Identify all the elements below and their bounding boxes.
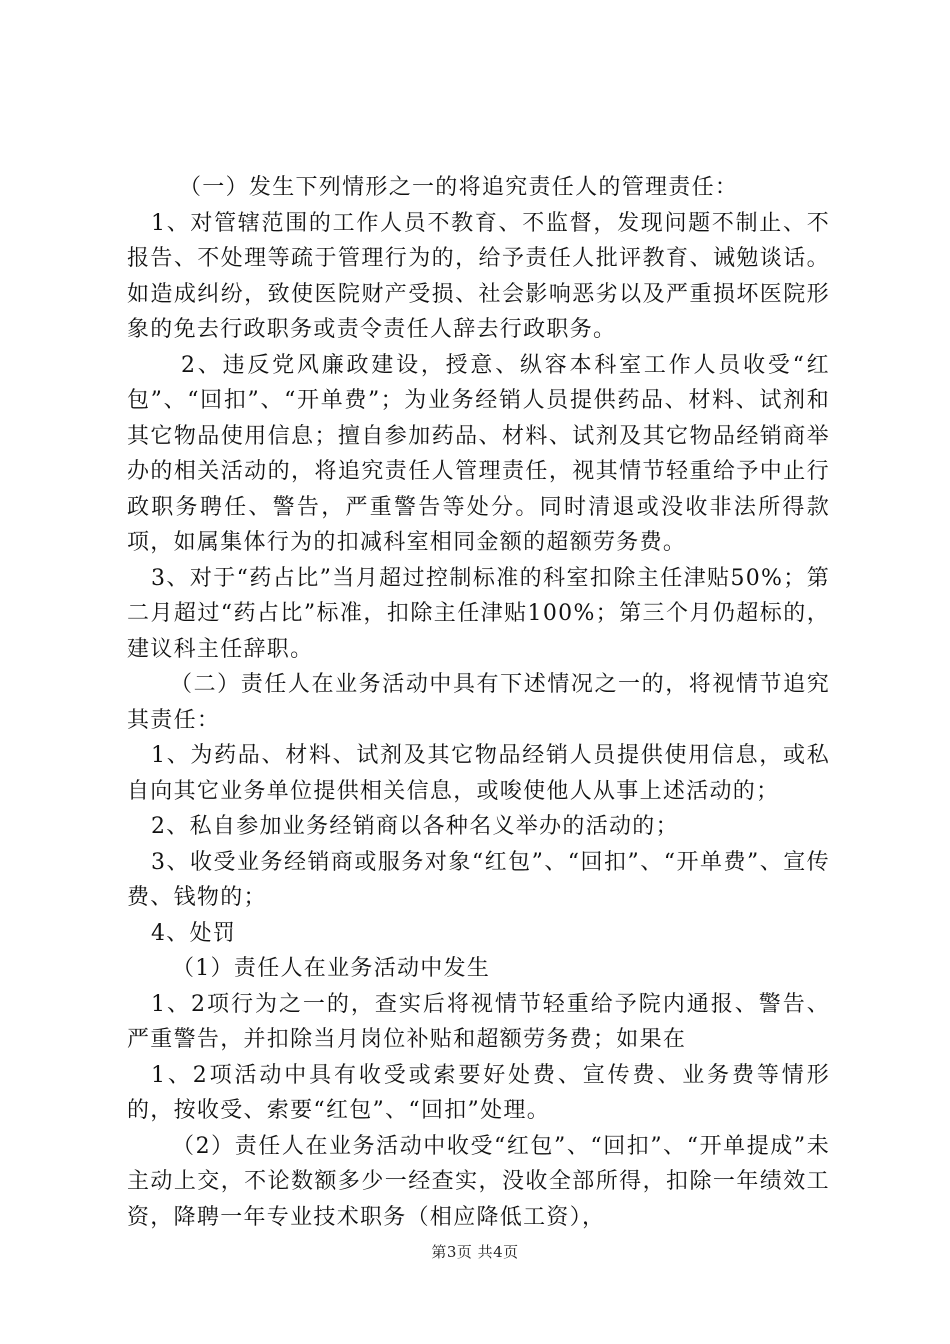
paragraph-continuation-2: 1、2项活动中具有收受或索要好处费、宣传费、业务费等情形的，按收受、索要“红包”、“回扣”处理。 (127, 1062, 830, 1123)
document-body (127, 170, 830, 1235)
paragraph-item-2: 2、违反党风廉政建设，授意、纵容本科室工作人员收受“红包”、“回扣”、“开单费”；为业务经销人员提供药品、材料、试剂和其它物品使用信息；擅自参加药品、材料、试剂及其它物品经销商举办的相关活动的，将追究责任人管理责任，视其情节轻重给予中止行政职务聘任、警告，严重警告等处分。同时清退或没收非法所得款项，如属集体行为的扣减科室相同金额的超额劳务费。 (127, 352, 830, 555)
sub-item-2: （2）责任人在业务活动中收受“红包”、“回扣”、“开单提成”未主动上交，不论数额多少一经查实，没收全部所得，扣除一年绩效工资，降聘一年专业技术职务（相应降低工资）， (127, 1133, 830, 1230)
paragraph-item-4: 4、处罚 (151, 920, 237, 946)
sub-item-1: （1）责任人在业务活动中发生 (172, 956, 491, 981)
page-footer: 第3页 共4页 (431, 1243, 519, 1261)
paragraph-item-1b: 1、为药品、材料、试剂及其它物品经销人员提供使用信息，或私自向其它业务单位提供相关信息，或唆使他人从事上述活动的； (127, 743, 830, 804)
section-heading-2: （二）责任人在业务活动中具有下述情况之一的，将视情节追究其责任： (127, 672, 830, 733)
section-heading-1: （一）发生下列情形之一的将追究责任人的管理责任： (179, 175, 739, 200)
paragraph-continuation-1: 1、2项行为之一的，查实后将视情节轻重给予院内通报、警告、严重警告，并扣除当月岗位补贴和超额劳务费；如果在 (127, 991, 830, 1052)
paragraph-item-2b: 2、私自参加业务经销商以各种名义举办的活动的； (151, 814, 679, 839)
paragraph-item-3: 3、对于“药占比”当月超过控制标准的科室扣除主任津贴50%；第二月超过“药占比”标准，扣除主任津贴100%；第三个月仍超标的，建议科主任辞职。 (127, 565, 830, 662)
paragraph-item-1: 1、对管辖范围的工作人员不教育、不监督，发现问题不制止、不报告、不处理等疏于管理行为的，给予责任人批评教育、诫勉谈话。如造成纠纷，致使医院财产受损、社会影响恶劣以及严重损坏医院形象的免去行政职务或责令责任人辞去行政职务。 (127, 210, 830, 342)
paragraph-item-3b: 3、收受业务经销商或服务对象“红包”、“回扣”、“开单费”、宣传费、钱物的； (127, 849, 830, 910)
